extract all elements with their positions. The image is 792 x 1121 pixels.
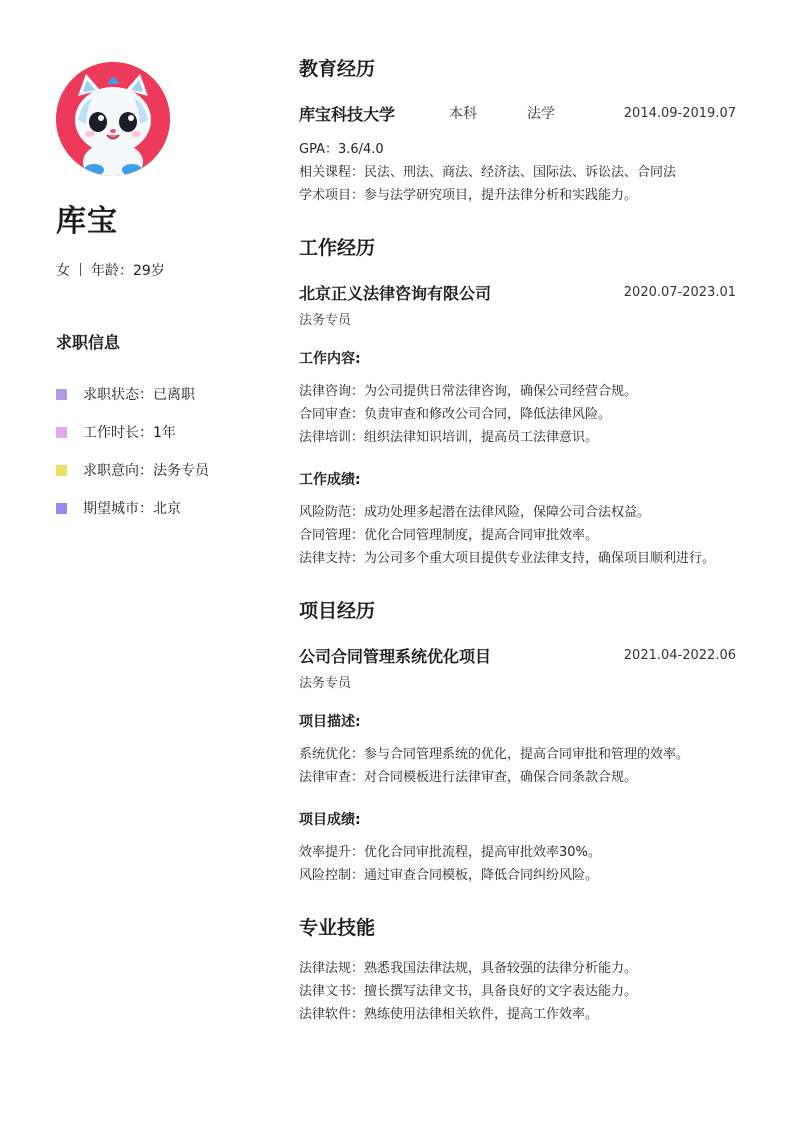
list-item: 合同管理：优化合同管理制度，提高合同审批效率。: [299, 528, 599, 543]
academic-project-line: 学术项目：参与法学研究项目，提升法律分析和实践能力。: [299, 188, 638, 203]
education-section-title: 教育经历: [299, 58, 376, 80]
bullet-square-icon: [56, 503, 67, 514]
work-role: 法务专员: [299, 313, 352, 328]
list-item: 法律文书：擅长撰写法律文书，具备良好的文字表达能力。: [299, 984, 638, 999]
skills-section-title: 专业技能: [299, 917, 376, 939]
work-content-list: [299, 380, 736, 449]
project-achievements-title: 项目成绩:: [299, 812, 361, 828]
project-date: 2021.04-2022.06: [623, 647, 736, 663]
job-status: 求职状态：已离职: [83, 387, 195, 403]
list-item: 法律软件：熟练使用法律相关软件，提高工作效率。: [299, 1007, 599, 1022]
list-item: 风险防范：成功处理多起潜在法律风险，保障公司合法权益。: [299, 505, 651, 520]
work-section-title: 工作经历: [299, 237, 376, 259]
project-header: [299, 644, 736, 666]
avatar: [56, 62, 170, 176]
list-item: 系统优化：参与合同管理系统的优化，提高合同审批和管理的效率。: [299, 747, 690, 762]
list-item: 法律咨询：为公司提供日常法律咨询，确保公司经营合规。: [299, 384, 638, 399]
gpa-line: GPA：3.6/4.0: [299, 142, 384, 157]
work-duration: 工作时长：1年: [83, 425, 176, 441]
job-intention: 求职意向：法务专员: [83, 463, 209, 479]
job-info-list: [56, 375, 256, 527]
work-date: 2020.07-2023.01: [623, 284, 736, 300]
job-info-title: 求职信息: [56, 333, 121, 352]
gender: 女: [56, 263, 70, 279]
job-info-item: [56, 451, 256, 489]
project-section-title: 项目经历: [299, 600, 376, 622]
bullet-square-icon: [56, 389, 67, 400]
sidebar: [56, 62, 256, 527]
major: 法学: [527, 106, 555, 122]
education-header: [299, 102, 736, 124]
job-info-item: [56, 413, 256, 451]
list-item: 法律培训：组织法律知识培训，提高员工法律意识。: [299, 430, 599, 445]
project-role: 法务专员: [299, 676, 352, 691]
project-desc-title: 项目描述:: [299, 714, 361, 730]
work-content-title: 工作内容:: [299, 351, 361, 367]
divider: [80, 263, 81, 276]
list-item: 风险控制：通过审查合同模板，降低合同纠纷风险。: [299, 868, 599, 883]
list-item: 法律法规：熟悉我国法律法规，具备较强的法律分析能力。: [299, 961, 638, 976]
project-achievements-list: [299, 841, 736, 887]
work-achievements-title: 工作成绩:: [299, 472, 361, 488]
project-name: 公司合同管理系统优化项目: [299, 646, 492, 666]
degree: 本科: [449, 106, 477, 122]
work-header: [299, 281, 736, 303]
bullet-square-icon: [56, 427, 67, 438]
project-desc-list: [299, 743, 736, 789]
cat-mascot-icon: [56, 62, 170, 176]
job-info-item: [56, 489, 256, 527]
job-info-item: [56, 375, 256, 413]
list-item: 效率提升：优化合同审批流程，提高审批效率30%。: [299, 845, 601, 860]
courses-line: 相关课程：民法、刑法、商法、经济法、国际法、诉讼法、合同法: [299, 165, 677, 180]
skills-list: [299, 957, 736, 1026]
school-name: 库宝科技大学: [299, 104, 396, 124]
expected-city: 期望城市：北京: [83, 501, 181, 517]
company-name: 北京正义法律咨询有限公司: [299, 283, 492, 303]
basic-info: [56, 260, 256, 280]
bullet-square-icon: [56, 465, 67, 476]
education-details: [299, 138, 736, 207]
list-item: 合同审查：负责审查和修改公司合同，降低法律风险。: [299, 407, 612, 422]
main-content: [299, 56, 736, 1026]
education-date: 2014.09-2019.07: [623, 105, 736, 121]
age: 年龄：29岁: [91, 263, 165, 279]
candidate-name: 库宝: [56, 204, 118, 239]
work-achievements-list: [299, 501, 736, 570]
list-item: 法律支持：为公司多个重大项目提供专业法律支持，确保项目顺利进行。: [299, 551, 716, 566]
list-item: 法律审查：对合同模板进行法律审查，确保合同条款合规。: [299, 770, 638, 785]
